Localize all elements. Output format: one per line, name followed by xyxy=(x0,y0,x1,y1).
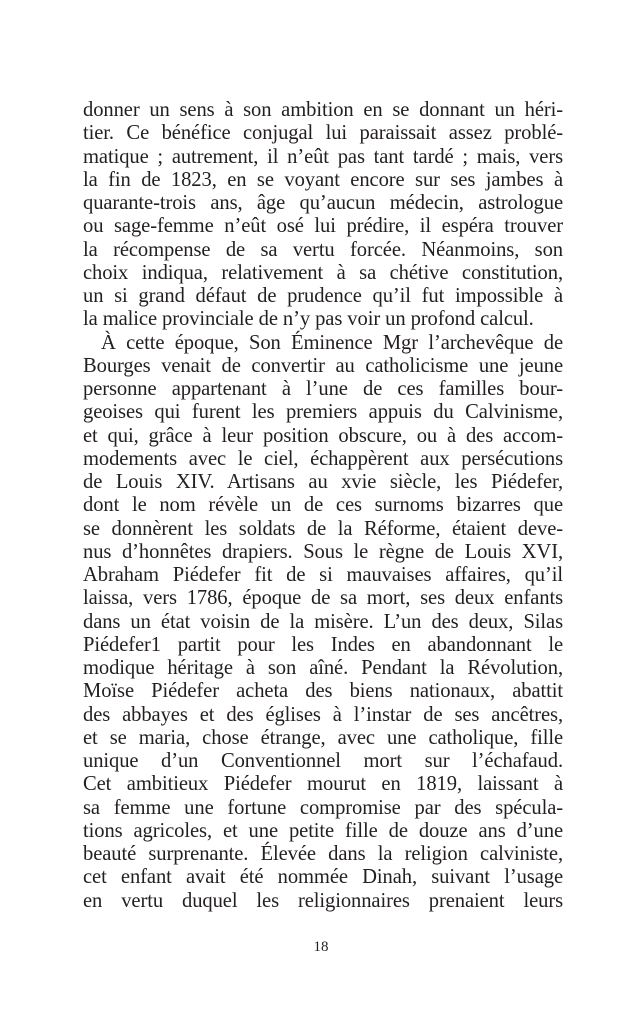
text-line: Bourges venait de convertir au catholicisme une jeune xyxy=(83,354,563,377)
paragraph-start-line: À cette époque, Son Éminence Mgr l’archevêque de xyxy=(101,331,563,354)
text-line: tier. Ce bénéfice conjugal lui paraissait assez problé- xyxy=(83,122,563,145)
text-line: cet enfant avait été nommée Dinah, suivant l’usage xyxy=(83,866,563,889)
text-line: ou sage-femme n’eût osé lui prédire, il espéra trouver xyxy=(83,215,563,238)
text-line: choix indiqua, relativement à sa chétive constitution, xyxy=(83,261,563,284)
text-line: quarante-trois ans, âge qu’aucun médecin, astrologue xyxy=(83,192,563,214)
body-text xyxy=(83,99,563,913)
text-line: tions agricoles, et une petite fille de douze ans d’une xyxy=(83,819,563,842)
text-line: geoises qui furent les premiers appuis du Calvinisme, xyxy=(83,401,563,424)
text-line: et qui, grâce à leur position obscure, ou à des accom- xyxy=(83,424,563,447)
text-line: beauté surprenante. Élevée dans la religion calviniste, xyxy=(83,843,563,865)
text-line: Cet ambitieux Piédefer mourut en 1819, laissant à xyxy=(83,773,563,796)
text-line: Abraham Piédefer fit de si mauvaises affaires, qu’il xyxy=(83,564,563,586)
text-line: personne appartenant à l’une de ces familles bour- xyxy=(83,378,563,400)
text-line: unique d’un Conventionnel mort sur l’échafaud. xyxy=(83,750,563,772)
text-line: un si grand défaut de prudence qu’il fut impossible à xyxy=(83,285,563,307)
text-line: en vertu duquel les religionnaires prenaient leurs xyxy=(83,889,563,912)
text-line: se donnèrent les soldats de la Réforme, étaient deve- xyxy=(83,517,563,540)
text-line: laissa, vers 1786, époque de sa mort, ses deux enfants xyxy=(83,587,563,610)
text-line: de Louis XIV. Artisans au xvie siècle, les Piédefer, xyxy=(83,471,563,493)
text-line: des abbayes et des églises à l’instar de ses ancêtres, xyxy=(83,703,563,726)
page-number: 18 xyxy=(313,939,329,955)
text-line: modements avec le ciel, échappèrent aux persécutions xyxy=(83,447,563,470)
text-line: dont le nom révèle un de ces surnoms bizarres que xyxy=(83,494,563,517)
text-line: la récompense de sa vertu forcée. Néanmoins, son xyxy=(83,238,563,261)
text-line: Moïse Piédefer acheta des biens nationaux, abattit xyxy=(83,680,563,703)
text-line: et se maria, chose étrange, avec une catholique, fille xyxy=(83,726,563,749)
text-line: Piédefer1 partit pour les Indes en abandonnant le xyxy=(83,633,563,656)
text-line: sa femme une fortune compromise par des spécula- xyxy=(83,796,563,819)
text-line: la fin de 1823, en se voyant encore sur ses jambes à xyxy=(83,168,563,191)
text-line: nus d’honnêtes drapiers. Sous le règne de Louis XVI, xyxy=(83,540,563,563)
text-line: modique héritage à son aîné. Pendant la Révolution, xyxy=(83,657,563,679)
text-line: donner un sens à son ambition en se donnant un héri- xyxy=(83,99,563,121)
text-line: dans un état voisin de la misère. L’un des deux, Silas xyxy=(83,610,563,633)
paragraph-end-line: la malice provinciale de n’y pas voir un profond calcul. xyxy=(83,308,534,331)
text-line: matique ; autrement, il n’eût pas tant tardé ; mais, vers xyxy=(83,145,563,168)
